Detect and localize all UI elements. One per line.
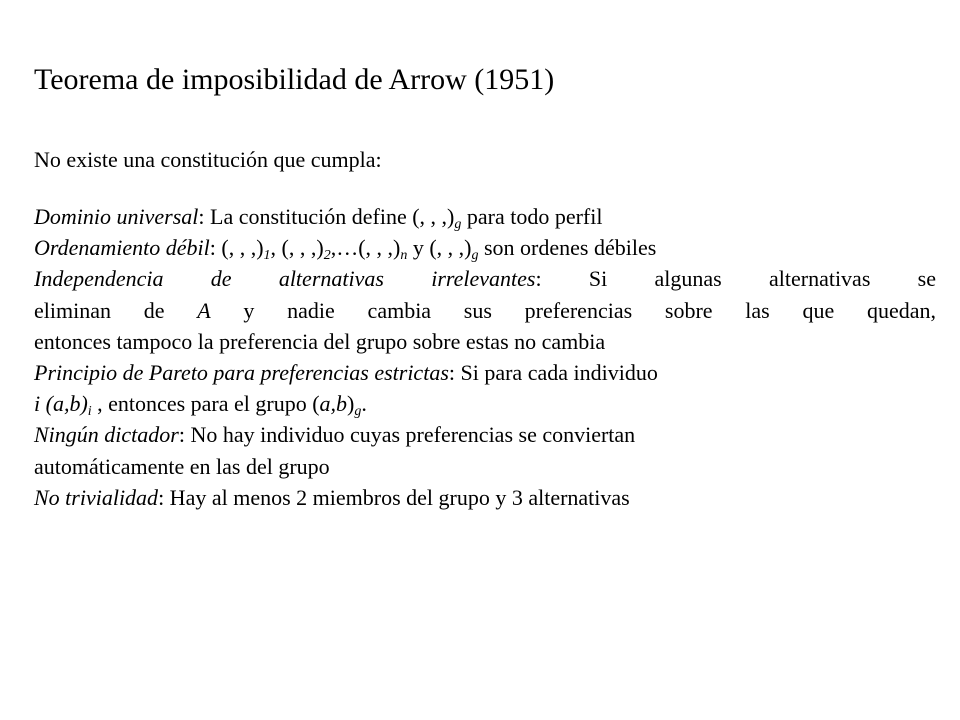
condition-line <box>34 263 936 294</box>
subscript: 2 <box>323 248 331 264</box>
condition-text: . <box>361 391 367 417</box>
condition-text: para todo perfil <box>461 204 603 229</box>
condition-dictador <box>34 419 936 481</box>
condition-text: son ordenes débiles <box>478 235 657 261</box>
condition-text: , (, , ,) <box>270 235 324 261</box>
condition-line <box>34 357 936 388</box>
condition-line <box>34 388 936 419</box>
condition-text: ) <box>347 391 355 417</box>
condition-text: : La constitución define (, , ,) <box>198 204 455 229</box>
variable: i <box>34 391 41 417</box>
subscript: i <box>87 404 92 420</box>
condition-term: Ordenamiento débil <box>34 235 210 261</box>
condition-ordenamiento-debil <box>34 232 936 263</box>
condition-line <box>34 419 936 450</box>
variable: a,b <box>319 391 348 417</box>
condition-term: Principio de Pareto para preferencias estrictas <box>34 360 449 386</box>
slide-content <box>34 60 936 513</box>
intro-text: No existe una constitución que cumpla: <box>34 147 382 172</box>
condition-text: : Hay al menos 2 miembros del grupo y 3 alternativas <box>158 484 630 510</box>
slide-title: Teorema de imposibilidad de Arrow (1951) <box>34 63 555 96</box>
condition-text: , entonces para el grupo ( <box>91 391 320 417</box>
subscript: g <box>354 404 362 420</box>
condition-pareto <box>34 357 936 419</box>
subscript: g <box>471 248 479 264</box>
condition-dominio-universal <box>34 201 936 232</box>
condition-text: : (, , ,) <box>209 235 264 261</box>
condition-text: y (, , ,) <box>407 235 472 261</box>
subscript: g <box>454 217 462 232</box>
subscript: n <box>400 248 408 264</box>
subscript: 1 <box>263 248 271 264</box>
condition-text: : Si algunas alternativas se <box>535 266 936 292</box>
variable: (a,b) <box>45 391 88 417</box>
condition-text: y nadie cambia sus preferencias sobre las que quedan, <box>210 297 936 323</box>
condition-text: : Si para cada individuo <box>448 360 658 386</box>
condition-line: automáticamente en las del grupo <box>34 453 330 479</box>
condition-term: Ningún dictador <box>34 422 179 448</box>
condition-term: No trivialidad <box>34 484 159 510</box>
condition-text: eliminan de <box>34 297 198 323</box>
condition-line <box>34 295 936 326</box>
condition-trivialidad <box>34 482 936 513</box>
condition-text: ,…(, , ,) <box>330 235 401 261</box>
condition-text: : No hay individuo cuyas preferencias se conviertan <box>178 422 636 448</box>
condition-term: Independencia de alternativas irrelevantes <box>34 266 536 292</box>
condition-independencia <box>34 263 936 357</box>
conditions-list <box>34 201 936 513</box>
condition-term: Dominio universal <box>34 204 199 229</box>
condition-line: entonces tampoco la preferencia del grupo sobre estas no cambia <box>34 328 606 354</box>
variable: A <box>197 297 211 323</box>
